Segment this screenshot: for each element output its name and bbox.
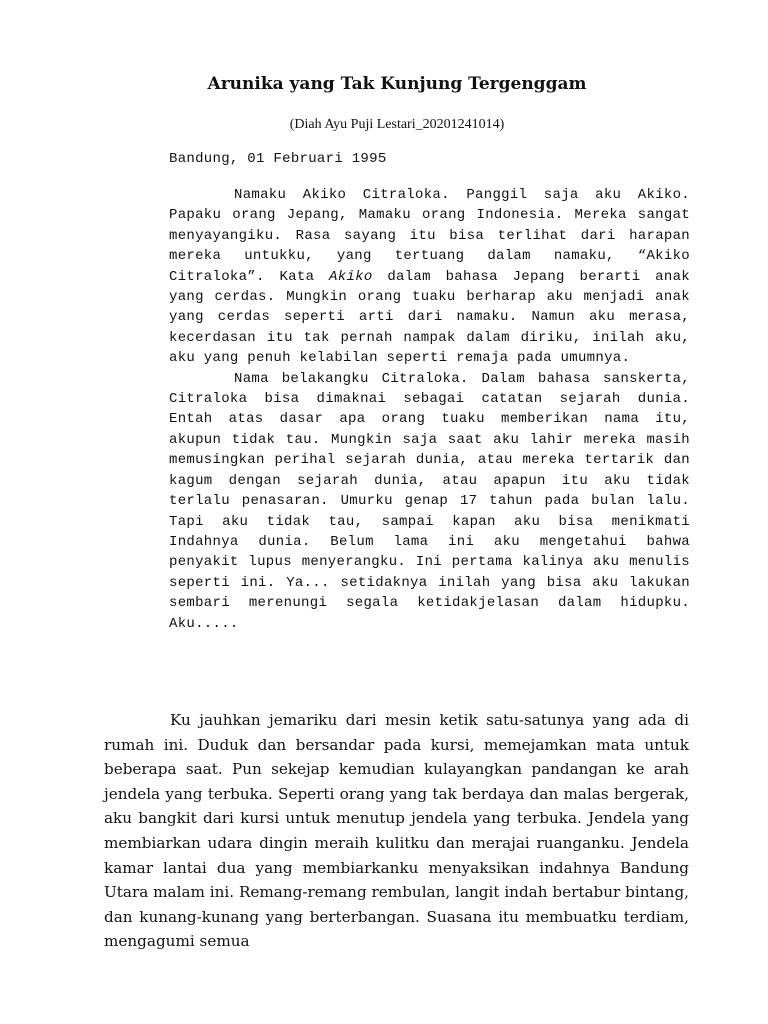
letter-paragraph-1-text-b: dalam bahasa Jepang berarti anak yang cerdas. Mungkin orang tuaku berharap aku menjadi anak yang cerdas seperti arti dari namaku. Namun aku merasa, kecerdasan itu tak pernah nampak dalam diriku, inilah aku, aku yang penuh kelabilan seperti remaja pada umumnya. — [169, 268, 690, 367]
letter-paragraph-2: Nama belakangku Citraloka. Dalam bahasa sanskerta, Citraloka bisa dimaknai sebagai catatan sejarah dunia. Entah atas dasar apa orang tuaku memberikan nama itu, akupun tidak tau. Mungkin saja saat aku lahir mereka masih memusingkan perihal sejarah dunia, atau mereka tertarik dan kagum dengan sejarah dunia, atau apapun itu aku tidak terlalu penasaran. Umurku genap 17 tahun pada bulan lalu. Tapi aku tidak tau, sampai kapan aku bisa menikmati Indahnya dunia. Belum lama ini aku mengetahui bahwa penyakit lupus menyerangku. Ini pertama kalinya aku menulis seperti ini. Ya... setidaknya inilah yang bisa aku lakukan sembari merenungi segala ketidakjelasan dalam hidupku. Aku..... — [169, 370, 690, 632]
typed-letter — [169, 185, 690, 634]
letter-date: Bandung, 01 Februari 1995 — [169, 151, 387, 167]
story-body — [104, 708, 689, 954]
letter-paragraph-1-text-a: Namaku Akiko Citraloka. Panggil saja aku Akiko. Papaku orang Jepang, Mamaku orang Indonesia. Mereka sangat menyayangiku. Rasa sayang itu bisa terlihat dari harapan mereka untukku, yang tertuang dalam namaku, “Akiko Citraloka”. Kata — [169, 187, 690, 285]
document-title: Arunika yang Tak Kunjung Tergenggam — [207, 74, 587, 94]
author-line: (Diah Ayu Puji Lestari_20201241014) — [289, 117, 505, 132]
letter-emphasis-word: Akiko — [329, 268, 373, 285]
letter-paragraph-1 — [169, 185, 690, 369]
story-paragraph: Ku jauhkan jemariku dari mesin ketik satu-satunya yang ada di rumah ini. Duduk dan bersandar pada kursi, memejamkan mata untuk beberapa saat. Pun sekejap kemudian kulayangkan pandangan ke arah jendela yang terbuka. Seperti orang yang tak berdaya dan malas bergerak, aku bangkit dari kursi untuk menutup jendela yang terbuka. Jendela yang membiarkan udara dingin meraih kulitku dan merajai ruanganku. Jendela kamar lantai dua yang membiarkanku menyaksikan indahnya Bandung Utara malam ini. Remang-remang rembulan, langit indah bertabur bintang, dan kunang-kunang yang berterbangan. Suasana itu membuatku terdiam, mengagumi semua — [104, 711, 689, 951]
